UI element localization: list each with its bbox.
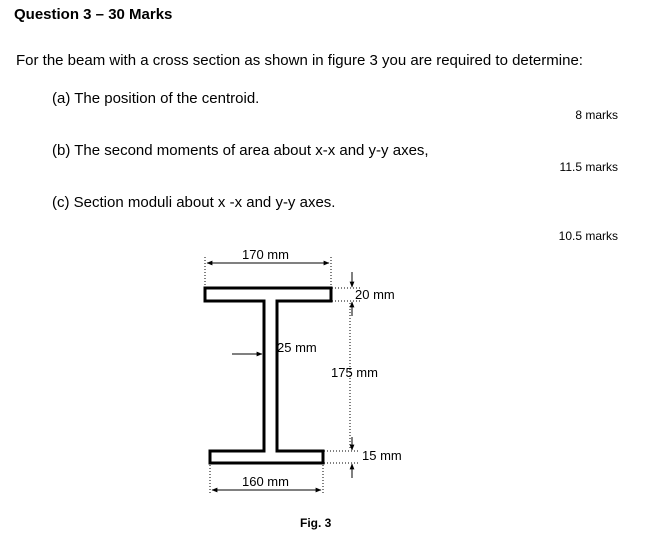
figure-caption: Fig. 3 — [300, 516, 332, 530]
bottom-flange-thickness-label: 15 mm — [362, 448, 402, 463]
part-b-marks: 11.5 marks — [559, 160, 618, 174]
part-a-text: (a) The position of the centroid. — [52, 90, 260, 107]
bottom-flange-width-label: 160 mm — [242, 474, 289, 489]
i-beam-outline — [205, 288, 331, 463]
part-c-text: (c) Section moduli about x -x and y-y axes. — [52, 194, 336, 211]
question-title: Question 3 – 30 Marks — [14, 6, 173, 23]
top-flange-width-label: 170 mm — [242, 247, 289, 262]
part-c-marks: 10.5 marks — [558, 229, 618, 243]
web-height-label: 175 mm — [331, 365, 378, 380]
bottom-flange-thickness-dimension — [324, 437, 360, 478]
part-b-text: (b) The second moments of area about x-x and y-y axes, — [52, 142, 429, 159]
part-a-marks: 8 marks — [575, 108, 618, 122]
top-flange-thickness-label: 20 mm — [355, 287, 395, 302]
question-intro: For the beam with a cross section as shown in figure 3 you are required to determine: — [16, 52, 583, 69]
web-thickness-label: 25 mm — [277, 340, 317, 355]
